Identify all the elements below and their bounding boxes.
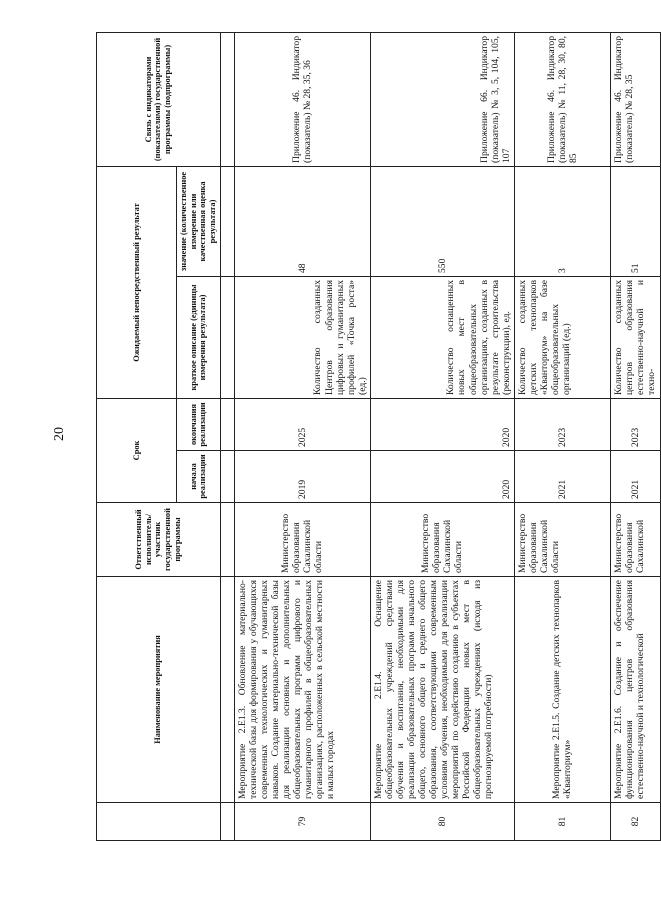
header-responsible: Ответственный исполнитель/участник государственной программы [97,503,221,577]
header-expected-value: значение (количественное измерение или качественная оценка результата) [177,166,221,276]
row-number: 81 [514,803,610,841]
term-start-cell: 2019 [234,451,370,503]
expected-value-cell: 550 [370,166,514,276]
header-name: Наименование мероприятия [97,577,221,803]
page-number: 20 [52,427,67,441]
responsible-cell: Министерство образования Сахалинской [610,503,660,577]
header-col-6 [220,276,234,398]
header-term-end: окончания реализации [177,398,221,450]
row-number: 82 [610,803,660,841]
responsible-cell: Министерство образования Сахалинской области [370,503,514,577]
header-term-start: начала реализации [177,451,221,503]
term-start-cell: 2021 [610,451,660,503]
expected-desc-cell: Количество созданных центров образования естественно-научной и техно- [610,276,660,398]
table-row [514,32,610,840]
row-number: 80 [370,803,514,841]
term-start-cell: 2021 [514,451,610,503]
header-col-7 [220,166,234,276]
header-col-4 [220,451,234,503]
activity-name: Мероприятие 2.Е1.3. Обновление материально-технической базы для формирования у обучающихся современных технологических и гуманитарных навыков. Создание материально-технической базы для реализации основных и дополнительных общеобразовательных программ цифрового и гуманитарного профилей в общеобразовательных организациях, расположенных в сельской местности и малых городах [234,577,370,803]
header-col-3 [220,503,234,577]
responsible-cell: Министерство образования Сахалинской области [234,503,370,577]
term-end-cell: 2025 [234,398,370,450]
header-col-8 [220,32,234,166]
term-end-cell: 2023 [514,398,610,450]
table-row [610,32,660,840]
link-cell: Приложение 66. Индикатор (показатель) № 3, 5, 104, 105, 107 [370,32,514,166]
responsible-cell: Министерство образования Сахалинской области [514,503,610,577]
table-row [370,32,514,840]
link-cell: Приложение 46. Индикатор (показатель) № 11, 28, 30, 80, 85 [514,32,610,166]
term-start-cell: 2020 [370,451,514,503]
activity-name: Мероприятие 2.Е1.4. Оснащение общеобразовательных учреждений средствами обучения и воспитания, необходимыми для реализации образовательных программ начального общего, основного общего и среднего общего образования, соответствующими современным условиям обучения, необходимыми для реализации мероприятий по содействию созданию в субъектах Российской Федерации новых мест в общеобразовательных учреждениях (исходя из прогнозируемой потребности) [370,577,514,803]
link-cell: Приложение 46. Индикатор (показатель) № 28, 35, 36 [234,32,370,166]
term-end-cell: 2023 [610,398,660,450]
expected-value-cell: 3 [514,166,610,276]
header-expected-desc: краткое описание (единицы измерения результата) [177,276,221,398]
header-expected: Ожидаемый непосредственный результат [97,166,177,398]
header-num [97,803,221,841]
expected-value-cell: 51 [610,166,660,276]
expected-desc-cell: Количество созданных детских технопарков «Кванториум» на базе общеобразовательных организаций (ед.) [514,276,610,398]
activities-table [96,32,661,841]
header-col-5 [220,398,234,450]
header-col-2 [220,577,234,803]
link-cell: Приложение 46. Индикатор (показатель) № 28, 35 [610,32,660,166]
table-rotator [96,33,657,841]
term-end-cell: 2020 [370,398,514,450]
table-row [234,32,370,840]
activity-name: Мероприятие 2.Е1.5. Создание детских технопарков «Кванториум» [514,577,610,803]
activity-name: Мероприятие 2.Е1.6. Создание и обеспечение функционирования центров образования естественно-научной и технологической [610,577,660,803]
row-number: 79 [234,803,370,841]
header-link: Связь с индикаторами (показателями) государственной программы (подпрограммы) [97,32,221,166]
expected-desc-cell: Количество оснащенных новых мест в общеобразовательных организациях, созданных в результате строительства (реконструкции), ед. [370,276,514,398]
header-col-1 [220,803,234,841]
expected-desc-cell: Количество созданных Центров образования цифровых и гуманитарных профилей «Точка роста» (ед.) [234,276,370,398]
rotated-table-area [96,33,657,841]
expected-value-cell: 48 [234,166,370,276]
header-term: Срок [97,398,177,502]
